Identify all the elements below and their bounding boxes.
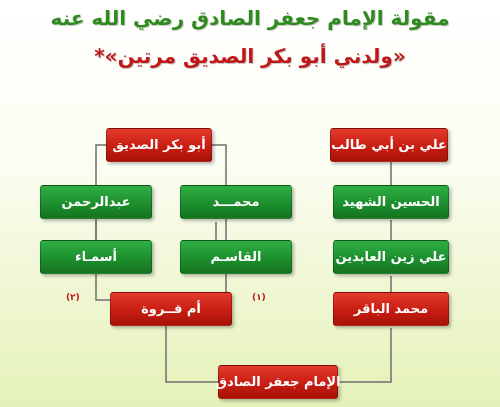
node-husayn bbox=[333, 185, 449, 219]
footnote-marker-2: (٢) bbox=[66, 293, 80, 303]
node-umm-farwa bbox=[110, 292, 232, 326]
page-title: مقولة الإمام جعفر الصادق رضي الله عنه bbox=[50, 6, 450, 30]
page-subtitle: «ولدني أبو بكر الصديق مرتين»* bbox=[94, 44, 406, 68]
node-jafar-sadiq-label: الإمام جعفر الصادق bbox=[215, 374, 341, 390]
connector-abu-bakr-left bbox=[96, 145, 110, 300]
node-muhammad bbox=[180, 185, 292, 219]
node-muhammad-baqir-label: محمد الباقر bbox=[353, 301, 429, 317]
node-ali-ibn-abi-talib bbox=[330, 128, 448, 162]
node-umm-farwa-label: أم فــروة bbox=[141, 301, 201, 317]
node-abu-bakr-label: أبو بكر الصديق bbox=[112, 137, 206, 153]
node-asmaa bbox=[40, 240, 152, 274]
node-muhammad-baqir bbox=[333, 292, 449, 326]
node-husayn-label: الحسين الشهيد bbox=[342, 194, 440, 210]
connector-baqir-jafar bbox=[338, 328, 391, 382]
node-qasim bbox=[180, 240, 292, 274]
node-zayn-alabidin bbox=[333, 240, 449, 274]
connector-umm-farwa-jafar bbox=[166, 317, 218, 382]
node-ali-ibn-abi-talib-label: علي بن أبي طالب bbox=[331, 137, 447, 153]
connector-abu-bakr-right bbox=[209, 145, 226, 300]
footnote-marker-1: (١) bbox=[252, 293, 266, 303]
node-zayn-alabidin-label: علي زين العابدين bbox=[335, 249, 447, 265]
node-abdulrahman bbox=[40, 185, 152, 219]
node-qasim-label: القاسـم bbox=[210, 249, 262, 265]
node-abdulrahman-label: عبدالرحمن bbox=[61, 194, 131, 210]
node-muhammad-label: محمـــد bbox=[212, 194, 260, 210]
node-abu-bakr bbox=[106, 128, 212, 162]
node-jafar-sadiq bbox=[215, 365, 341, 399]
node-asmaa-label: أسمـاء bbox=[75, 249, 117, 265]
